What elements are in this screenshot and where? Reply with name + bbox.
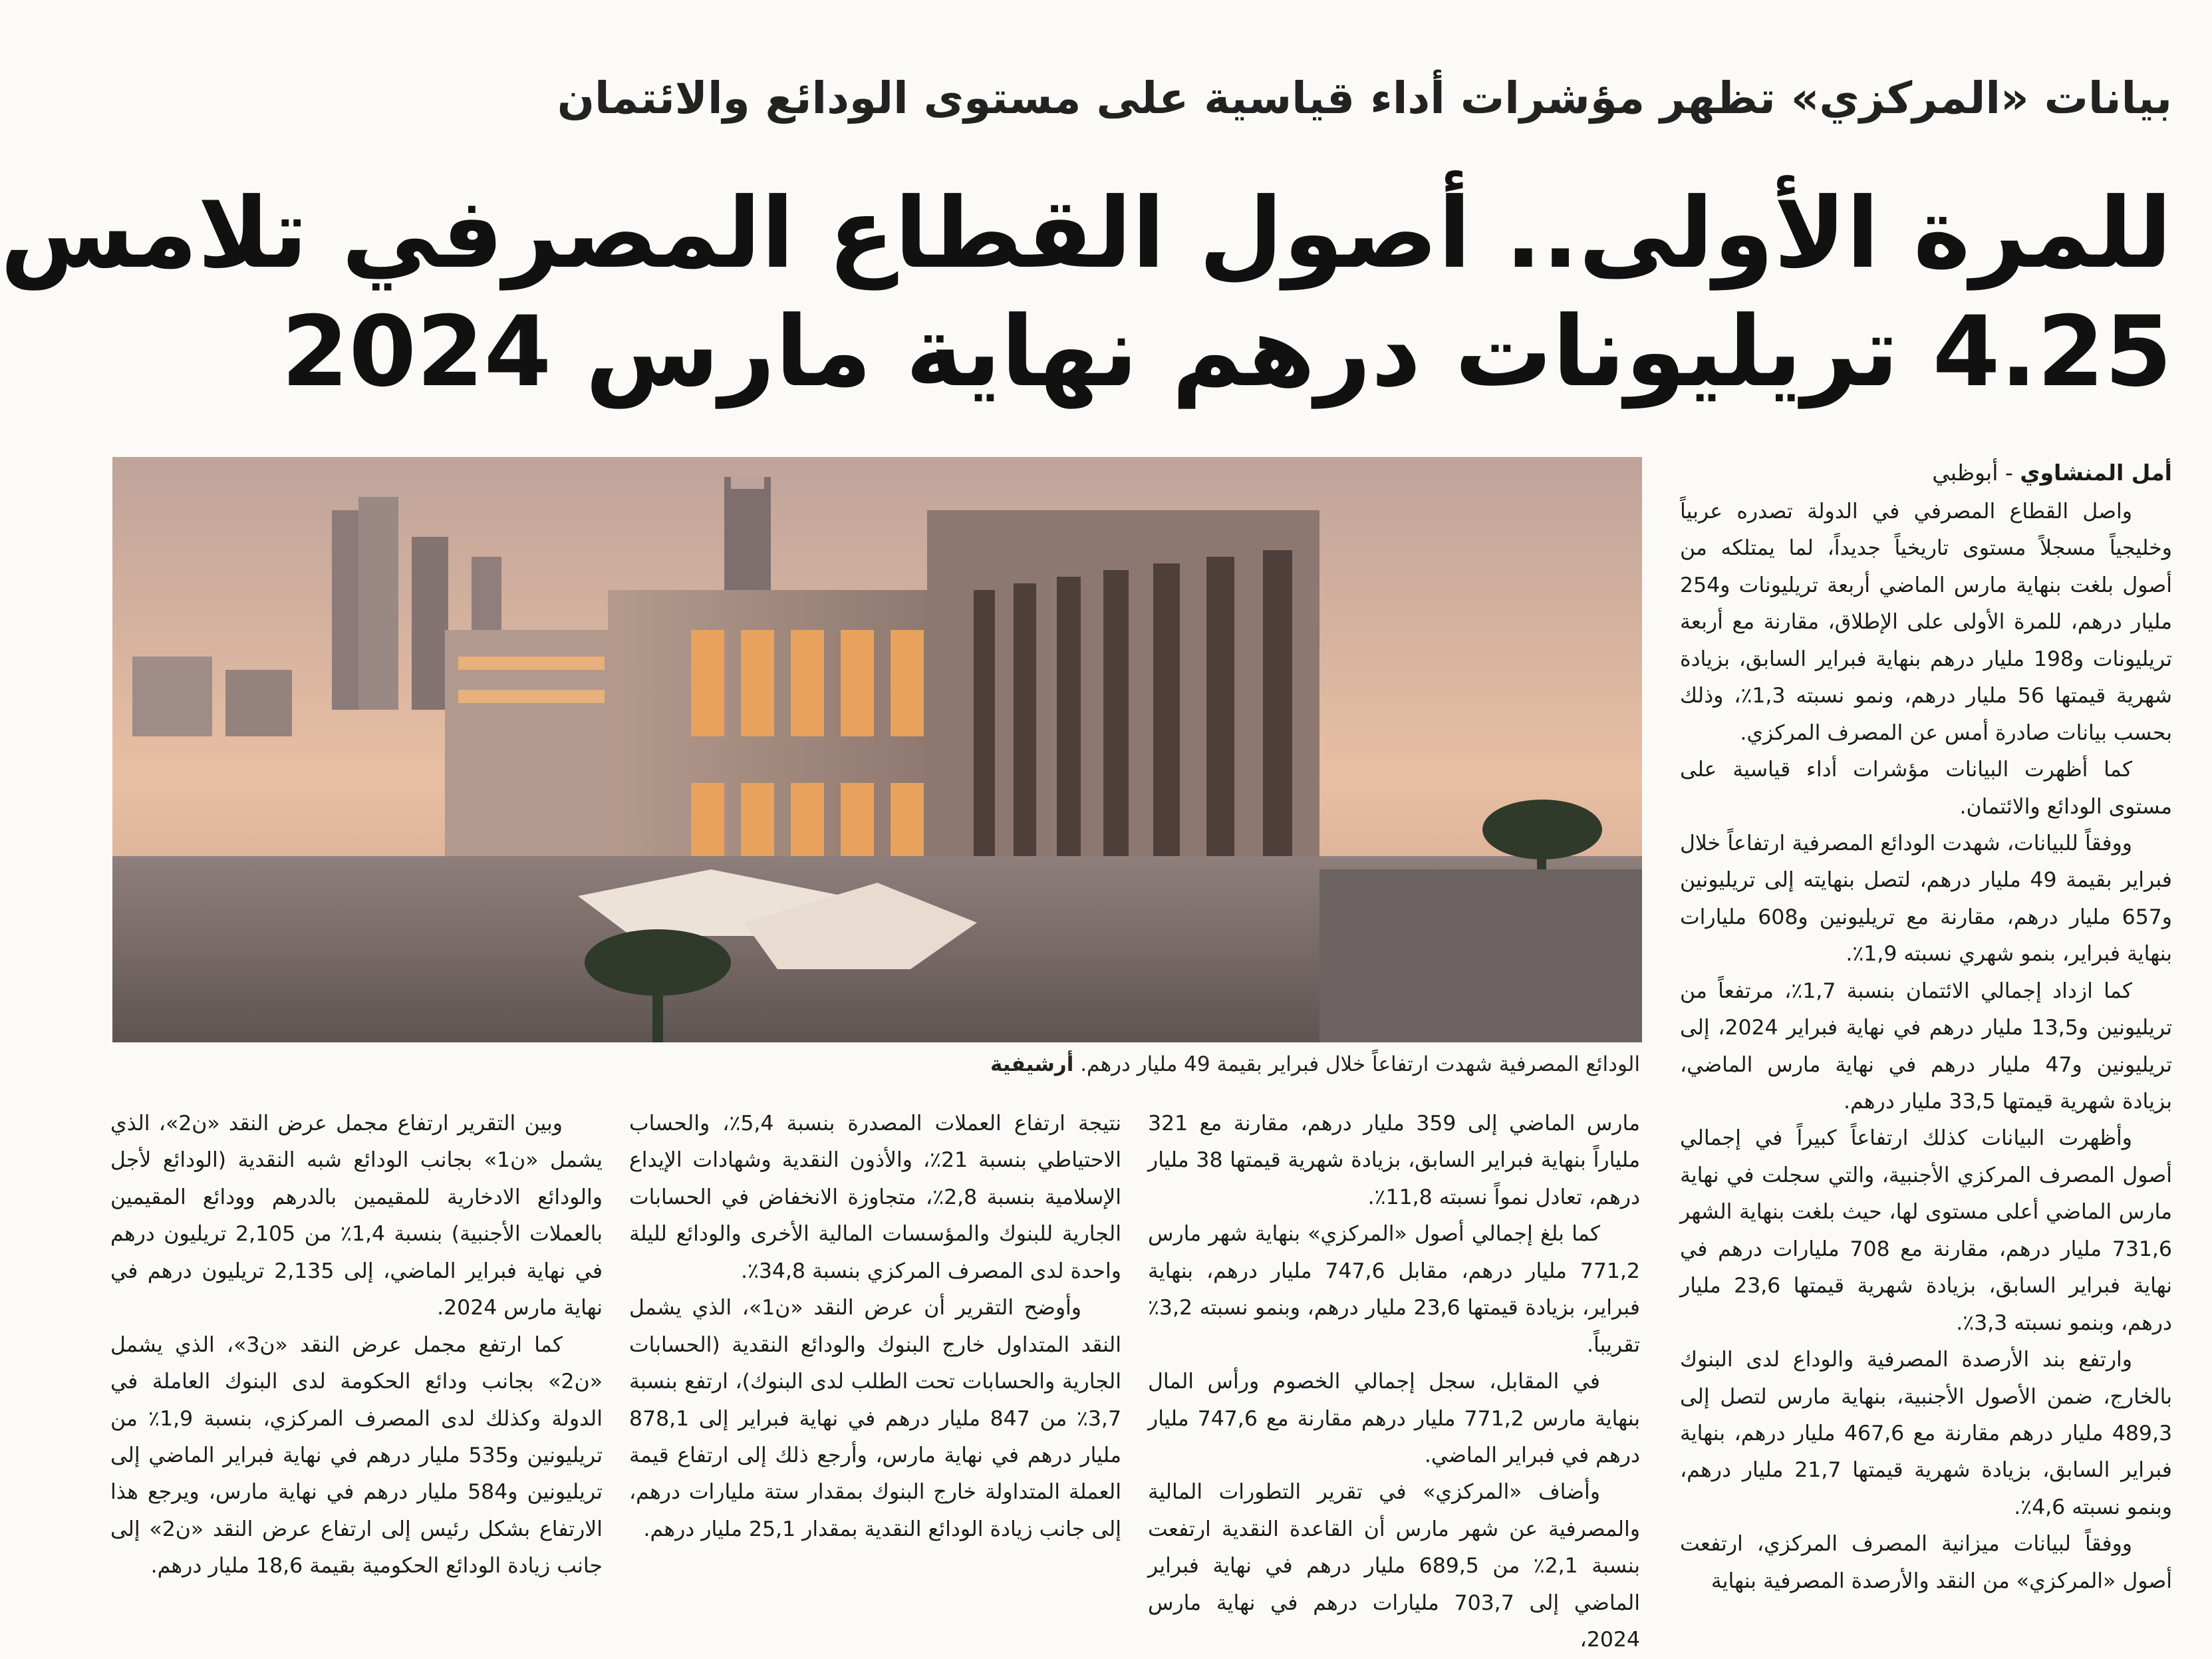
caption-text: الودائع المصرفية شهدت ارتفاعاً خلال فبراير بقيمة 49 مليار درهم. <box>1080 1052 1640 1076</box>
paragraph: واصل القطاع المصرفي في الدولة تصدره عربياً وخليجياً مسجلاً مستوى تاريخياً جديداً، لما يمتلكه من أصول بلغت بنهاية مارس الماضي أربعة تريليونات و254 مليار درهم، للمرة الأولى على الإطلاق، مقارنة مع أربعة تريليونات و198 مليار درهم بنهاية فبراير السابق، بزيادة شهرية قيمتها 56 مليار درهم، ونمو نسبته 1,3٪، وذلك بحسب بيانات صادرة أمس عن المصرف المركزي. <box>1680 500 2173 745</box>
paragraph: كما ازداد إجمالي الائتمان بنسبة 1,7٪، مرتفعاً من تريليونين و13,5 مليار درهم في نهاية فبراير 2024، إلى تريليونين و47 مليار درهم في نهاية مارس الماضي، بزيادة شهرية قيمتها 33,5 مليار درهم. <box>1680 979 2172 1114</box>
paragraph: مارس الماضي إلى 359 مليار درهم، مقارنة مع 321 ملياراً بنهاية فبراير السابق، بزيادة شهرية قيمتها 38 مليار درهم، تعادل نمواً نسبته 11,8٪. <box>1148 1112 1640 1209</box>
column-bottom-2 <box>629 1106 1121 1618</box>
paragraph: وأظهرت البيانات كذلك ارتفاعاً كبيراً في إجمالي أصول المصرف المركزي الأجنبية، والتي سجلت في نهاية مارس الماضي أعلى مستوى لها، حيث بلغت بنهاية الشهر 731,6 مليار درهم، مقارنة مع 708 مليارات درهم في نهاية فبراير السابق، بزيادة شهرية قيمتها 23,6 مليار درهم، وبنمو نسبته 3,3٪. <box>1680 1126 2172 1335</box>
paragraph: وأضاف «المركزي» في تقرير التطورات المالية والمصرفية عن شهر مارس أن القاعدة النقدية ارتفعت بنسبة 2,1٪ من 689,5 مليار درهم في نهاية فبراير الماضي إلى 703,7 مليارات درهم في نهاية مارس 2024، <box>1148 1480 1641 1652</box>
paragraph: ووفقاً لبيانات ميزانية المصرف المركزي، ارتفعت أصول «المركزي» من النقد والأرصدة المصرفية بنهاية <box>1680 1532 2172 1593</box>
byline <box>1680 458 2172 488</box>
location: - أبوظبي <box>1932 460 2020 486</box>
photo-credit: أرشيفية <box>990 1052 1074 1076</box>
headline-line-1: للمرة الأولى.. أصول القطاع المصرفي تلامس <box>0 177 2172 290</box>
kicker: بيانات «المركزي» تظهر مؤشرات أداء قياسية على مستوى الودائع والائتمان <box>557 73 2172 124</box>
paragraph: وارتفع بند الأرصدة المصرفية والوداع لدى البنوك بالخارج، ضمن الأصول الأجنبية، بنهاية مارس لتصل إلى 489,3 مليار درهم مقارنة مع 467,6 مليار درهم، بنهاية فبراير السابق، بزيادة شهرية قيمتها 21,7 مليار درهم، وبنمو نسبته 4,6٪. <box>1680 1348 2173 1519</box>
headline-line-2: 4.25 تريليونات درهم نهاية مارس 2024 <box>281 295 2172 409</box>
paragraph: في المقابل، سجل إجمالي الخصوم ورأس المال بنهاية مارس 771,2 مليار درهم مقارنة مع 747,6 مليار درهم في فبراير الماضي. <box>1148 1370 1640 1467</box>
paragraph: كما أظهرت البيانات مؤشرات أداء قياسية على مستوى الودائع والائتمان. <box>1680 758 2172 819</box>
column-right <box>1680 494 2172 1618</box>
paragraph: كما بلغ إجمالي أصول «المركزي» بنهاية شهر مارس 771,2 مليار درهم، مقابل 747,6 مليار درهم، بنهاية فبراير، بزيادة قيمتها 23,6 مليار درهم، وبنمو نسبته 3,2٪ تقريباً. <box>1148 1222 1640 1357</box>
photo-central-bank-building <box>112 457 1642 1042</box>
paragraph: نتيجة ارتفاع العملات المصدرة بنسبة 5,4٪، والحساب الاحتياطي بنسبة 21٪، والأذون النقدية وشهادات الإيداع الإسلامية بنسبة 2,8٪، متجاوزة الانخفاض في الحسابات الجارية للبنوك والمؤسسات المالية الأخرى والودائع لليلة واحدة لدى المصرف المركزي بنسبة 34,8٪. <box>629 1112 1122 1283</box>
paragraph: وبين التقرير ارتفاع مجمل عرض النقد «ن2»، الذي يشمل «ن1» بجانب الودائع شبه النقدية (الودائع لأجل والودائع الادخارية للمقيمين بالدرهم وودائع المقيمين بالعملات الأجنبية) بنسبة 1,4٪ من 2,105 تريليون درهم في نهاية فبراير الماضي، إلى 2,135 تريليون درهم في نهاية مارس 2024. <box>110 1112 603 1320</box>
headline <box>0 174 2172 411</box>
column-bottom-1 <box>1148 1106 1641 1652</box>
paragraph: وأوضح التقرير أن عرض النقد «ن1»، الذي يشمل النقد المتداول خارج البنوك والودائع النقدية (الحسابات الجارية والحسابات تحت الطلب لدى البنوك)، ارتفع بنسبة 3,7٪ من 847 مليار درهم في نهاية فبراير إلى 878,1 مليار درهم في نهاية مارس، وأرجع ذلك إلى ارتفاع قيمة العملة المتداولة خارج البنوك بمقدار ستة مليارات درهم، إلى جانب زيادة الودائع النقدية بمقدار 25,1 مليار درهم. <box>629 1296 1121 1541</box>
column-bottom-3 <box>110 1106 603 1618</box>
paragraph: ووفقاً للبيانات، شهدت الودائع المصرفية ارتفاعاً خلال فبراير بقيمة 49 مليار درهم، لتصل بنهايته إلى تريليونين و657 مليار درهم، مقارنة مع تريليونين و608 مليارات بنهاية فبراير، بنمو شهري نسبته 1,9٪. <box>1680 831 2172 967</box>
author: أمل المنشاوي <box>2020 460 2172 486</box>
photo-caption <box>110 1052 1640 1076</box>
paragraph: كما ارتفع مجمل عرض النقد «ن3»، الذي يشمل «ن2» بجانب ودائع الحكومة لدى البنوك العاملة في الدولة وكذلك لدى المصرف المركزي، بنسبة 1,9٪ من تريليونين و535 مليار درهم في نهاية فبراير الماضي إلى تريليونين و584 مليار درهم في نهاية مارس، ويرجع هذا الارتفاع بشكل رئيس إلى ارتفاع عرض النقد «ن2» إلى جانب زيادة الودائع الحكومية بقيمة 18,6 مليار درهم. <box>110 1332 603 1579</box>
